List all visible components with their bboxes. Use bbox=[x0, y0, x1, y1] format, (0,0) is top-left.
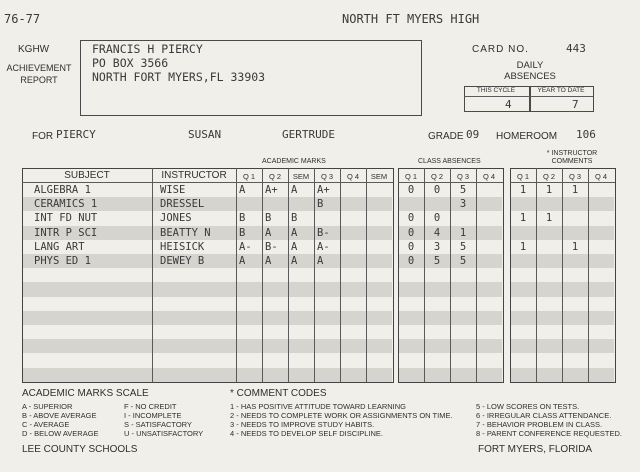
comment-cell: 1 bbox=[545, 212, 553, 225]
marks-scale-item: C - AVERAGE bbox=[22, 420, 70, 429]
subject-cell: INTR P SCI bbox=[34, 226, 98, 239]
marks-column-header: SEM bbox=[370, 172, 388, 181]
mark-cell: A bbox=[265, 226, 272, 239]
mark-cell: B bbox=[317, 198, 324, 211]
comment-code-item: 3 - NEEDS TO IMPROVE STUDY HABITS. bbox=[230, 420, 375, 429]
address-line: PO BOX 3566 bbox=[92, 56, 169, 70]
comment-code-item: 2 - NEEDS TO COMPLETE WORK OR ASSIGNMENTS ON TIME. bbox=[230, 411, 453, 420]
marks-column-header: Q 1 bbox=[242, 172, 256, 181]
absences-column-header: Q 4 bbox=[482, 172, 496, 181]
comment-cell: 1 bbox=[519, 240, 527, 253]
absence-cell: 3 bbox=[433, 240, 441, 253]
marks-scale-title: ACADEMIC MARKS SCALE bbox=[22, 388, 149, 399]
comment-code-item: 7 - BEHAVIOR PROBLEM IN CLASS. bbox=[476, 420, 603, 429]
instructor-cell: DEWEY B bbox=[160, 255, 205, 267]
absence-cell: 5 bbox=[459, 255, 467, 267]
comments-column-header: Q 2 bbox=[542, 172, 556, 181]
for-label: FOR bbox=[32, 131, 54, 142]
instructor-cell: JONES bbox=[160, 212, 192, 225]
mark-cell: A bbox=[265, 255, 272, 267]
absence-cell: 0 bbox=[407, 184, 415, 196]
marks-column-header: SEM bbox=[292, 172, 310, 181]
daily-absences-title-line: DAILY bbox=[516, 60, 544, 71]
homeroom-value: 106 bbox=[576, 128, 596, 141]
marks-scale-item: U - UNSATISFACTORY bbox=[124, 429, 204, 438]
report-label bbox=[4, 62, 74, 86]
mark-cell: A- bbox=[317, 240, 330, 253]
year-to-date-label: YEAR TO DATE bbox=[537, 87, 585, 94]
card-code: 76-77 bbox=[4, 12, 41, 26]
marks-scale-item: S - SATISFACTORY bbox=[124, 420, 192, 429]
absence-cell: 5 bbox=[459, 240, 467, 253]
student-middle-name: GERTRUDE bbox=[282, 128, 335, 141]
marks-scale-item: D - BELOW AVERAGE bbox=[22, 429, 99, 438]
address-block bbox=[92, 42, 265, 84]
subject-cell: PHYS ED 1 bbox=[34, 255, 91, 267]
this-cycle-label: THIS CYCLE bbox=[476, 87, 516, 94]
grade-label: GRADE bbox=[428, 131, 464, 142]
mark-cell: B- bbox=[317, 226, 330, 239]
instructor-cell: WISE bbox=[160, 184, 186, 196]
comment-cell: 1 bbox=[571, 240, 579, 253]
absence-cell: 0 bbox=[407, 212, 415, 225]
address-line: NORTH FORT MYERS,FL 33903 bbox=[92, 70, 266, 84]
this-cycle-value: 4 bbox=[505, 98, 512, 111]
absence-cell: 1 bbox=[459, 226, 467, 239]
subject-header: SUBJECT bbox=[64, 170, 110, 181]
mark-cell: B bbox=[291, 212, 298, 225]
mark-cell: B bbox=[239, 226, 246, 239]
comment-cell: 1 bbox=[545, 184, 553, 196]
station-code: KGHW bbox=[18, 44, 50, 55]
marks-scale-col2 bbox=[124, 402, 203, 438]
school-name: NORTH FT MYERS HIGH bbox=[342, 12, 480, 26]
marks-scale-item: F - NO CREDIT bbox=[124, 402, 177, 411]
footer-left: LEE COUNTY SCHOOLS bbox=[22, 444, 138, 455]
comment-cell: 1 bbox=[571, 184, 579, 196]
comment-codes-col1 bbox=[230, 402, 453, 438]
mark-cell: A bbox=[239, 184, 246, 196]
report-label-line: REPORT bbox=[20, 75, 58, 85]
class-absences-header: CLASS ABSENCES bbox=[418, 158, 481, 165]
absences-column-header: Q 2 bbox=[430, 172, 444, 181]
year-to-date-value: 7 bbox=[572, 98, 579, 111]
comment-codes-title: * COMMENT CODES bbox=[230, 388, 327, 399]
comment-codes-col2 bbox=[476, 402, 622, 438]
absence-cell: 0 bbox=[407, 255, 415, 267]
absence-cell: 5 bbox=[433, 255, 441, 267]
instructor-comments-header: * INSTRUCTOR COMMENTS bbox=[546, 150, 598, 165]
instructor-header: INSTRUCTOR bbox=[161, 170, 227, 181]
comments-table bbox=[510, 168, 616, 383]
absence-cell: 0 bbox=[407, 226, 415, 239]
marks-scale-item: A - SUPERIOR bbox=[22, 402, 73, 411]
absence-cell: 0 bbox=[433, 184, 441, 196]
comment-code-item: 4 - NEEDS TO DEVELOP SELF DISCIPLINE. bbox=[230, 429, 383, 438]
mark-cell: A bbox=[291, 184, 298, 196]
absence-cell: 3 bbox=[459, 198, 467, 211]
mark-cell: A bbox=[239, 255, 246, 267]
mark-cell: A bbox=[291, 226, 298, 239]
subject-cell: LANG ART bbox=[34, 240, 85, 253]
absence-cell: 4 bbox=[433, 226, 441, 239]
mark-cell: A bbox=[317, 255, 324, 267]
marks-scale-item: I - INCOMPLETE bbox=[124, 411, 182, 420]
marks-column-header: Q 4 bbox=[346, 172, 360, 181]
address-line: FRANCIS H PIERCY bbox=[92, 42, 203, 56]
mark-cell: B bbox=[265, 212, 272, 225]
mark-cell: A bbox=[291, 255, 298, 267]
card-no-value: 443 bbox=[566, 42, 586, 55]
grade-value: 09 bbox=[466, 128, 480, 141]
subject-cell: INT FD NUT bbox=[34, 212, 98, 225]
student-first-name: SUSAN bbox=[188, 128, 222, 141]
marks-scale-item: B - ABOVE AVERAGE bbox=[22, 411, 97, 420]
absence-cell: 5 bbox=[459, 184, 467, 196]
footer-right: FORT MYERS, FLORIDA bbox=[478, 444, 593, 455]
absences-column-header: Q 1 bbox=[404, 172, 418, 181]
mark-cell: A bbox=[291, 240, 298, 253]
student-last-name: PIERCY bbox=[56, 128, 96, 141]
comments-column-header: Q 4 bbox=[594, 172, 608, 181]
mark-cell: B bbox=[239, 212, 246, 225]
marks-column-header: Q 2 bbox=[268, 172, 282, 181]
subject-cell: CERAMICS 1 bbox=[34, 198, 98, 211]
mark-cell: B- bbox=[265, 240, 278, 253]
marks-scale-col1 bbox=[22, 402, 99, 438]
instructor-cell: BEATTY N bbox=[160, 226, 211, 239]
comments-column-header: Q 1 bbox=[516, 172, 530, 181]
mark-cell: A+ bbox=[317, 184, 330, 196]
comment-code-item: 1 - HAS POSITIVE ATTITUDE TOWARD LEARNING bbox=[230, 402, 407, 411]
instructor-cell: DRESSEL bbox=[160, 198, 205, 211]
absence-cell: 0 bbox=[407, 240, 415, 253]
instructor-cell: HEISICK bbox=[160, 240, 205, 253]
absences-column-header: Q 3 bbox=[456, 172, 470, 181]
absence-cell: 0 bbox=[433, 212, 441, 225]
comments-column-header: Q 3 bbox=[568, 172, 582, 181]
comment-code-item: 8 - PARENT CONFERENCE REQUESTED. bbox=[476, 429, 622, 438]
subject-cell: ALGEBRA 1 bbox=[34, 184, 91, 196]
daily-absences-title bbox=[480, 60, 580, 82]
comment-code-item: 6 - IRREGULAR CLASS ATTENDANCE. bbox=[476, 411, 612, 420]
comment-cell: 1 bbox=[519, 184, 527, 196]
mark-cell: A+ bbox=[265, 184, 278, 196]
comment-code-item: 5 - LOW SCORES ON TESTS. bbox=[476, 402, 580, 411]
mark-cell: A- bbox=[239, 240, 252, 253]
marks-column-header: Q 3 bbox=[320, 172, 334, 181]
daily-absences-title-line: ABSENCES bbox=[504, 71, 556, 82]
card-no-label: CARD NO. bbox=[472, 44, 529, 55]
homeroom-label: HOMEROOM bbox=[496, 131, 558, 142]
comment-cell: 1 bbox=[519, 212, 527, 225]
academic-marks-header: ACADEMIC MARKS bbox=[262, 158, 326, 165]
report-label-line: ACHIEVEMENT bbox=[6, 63, 72, 73]
